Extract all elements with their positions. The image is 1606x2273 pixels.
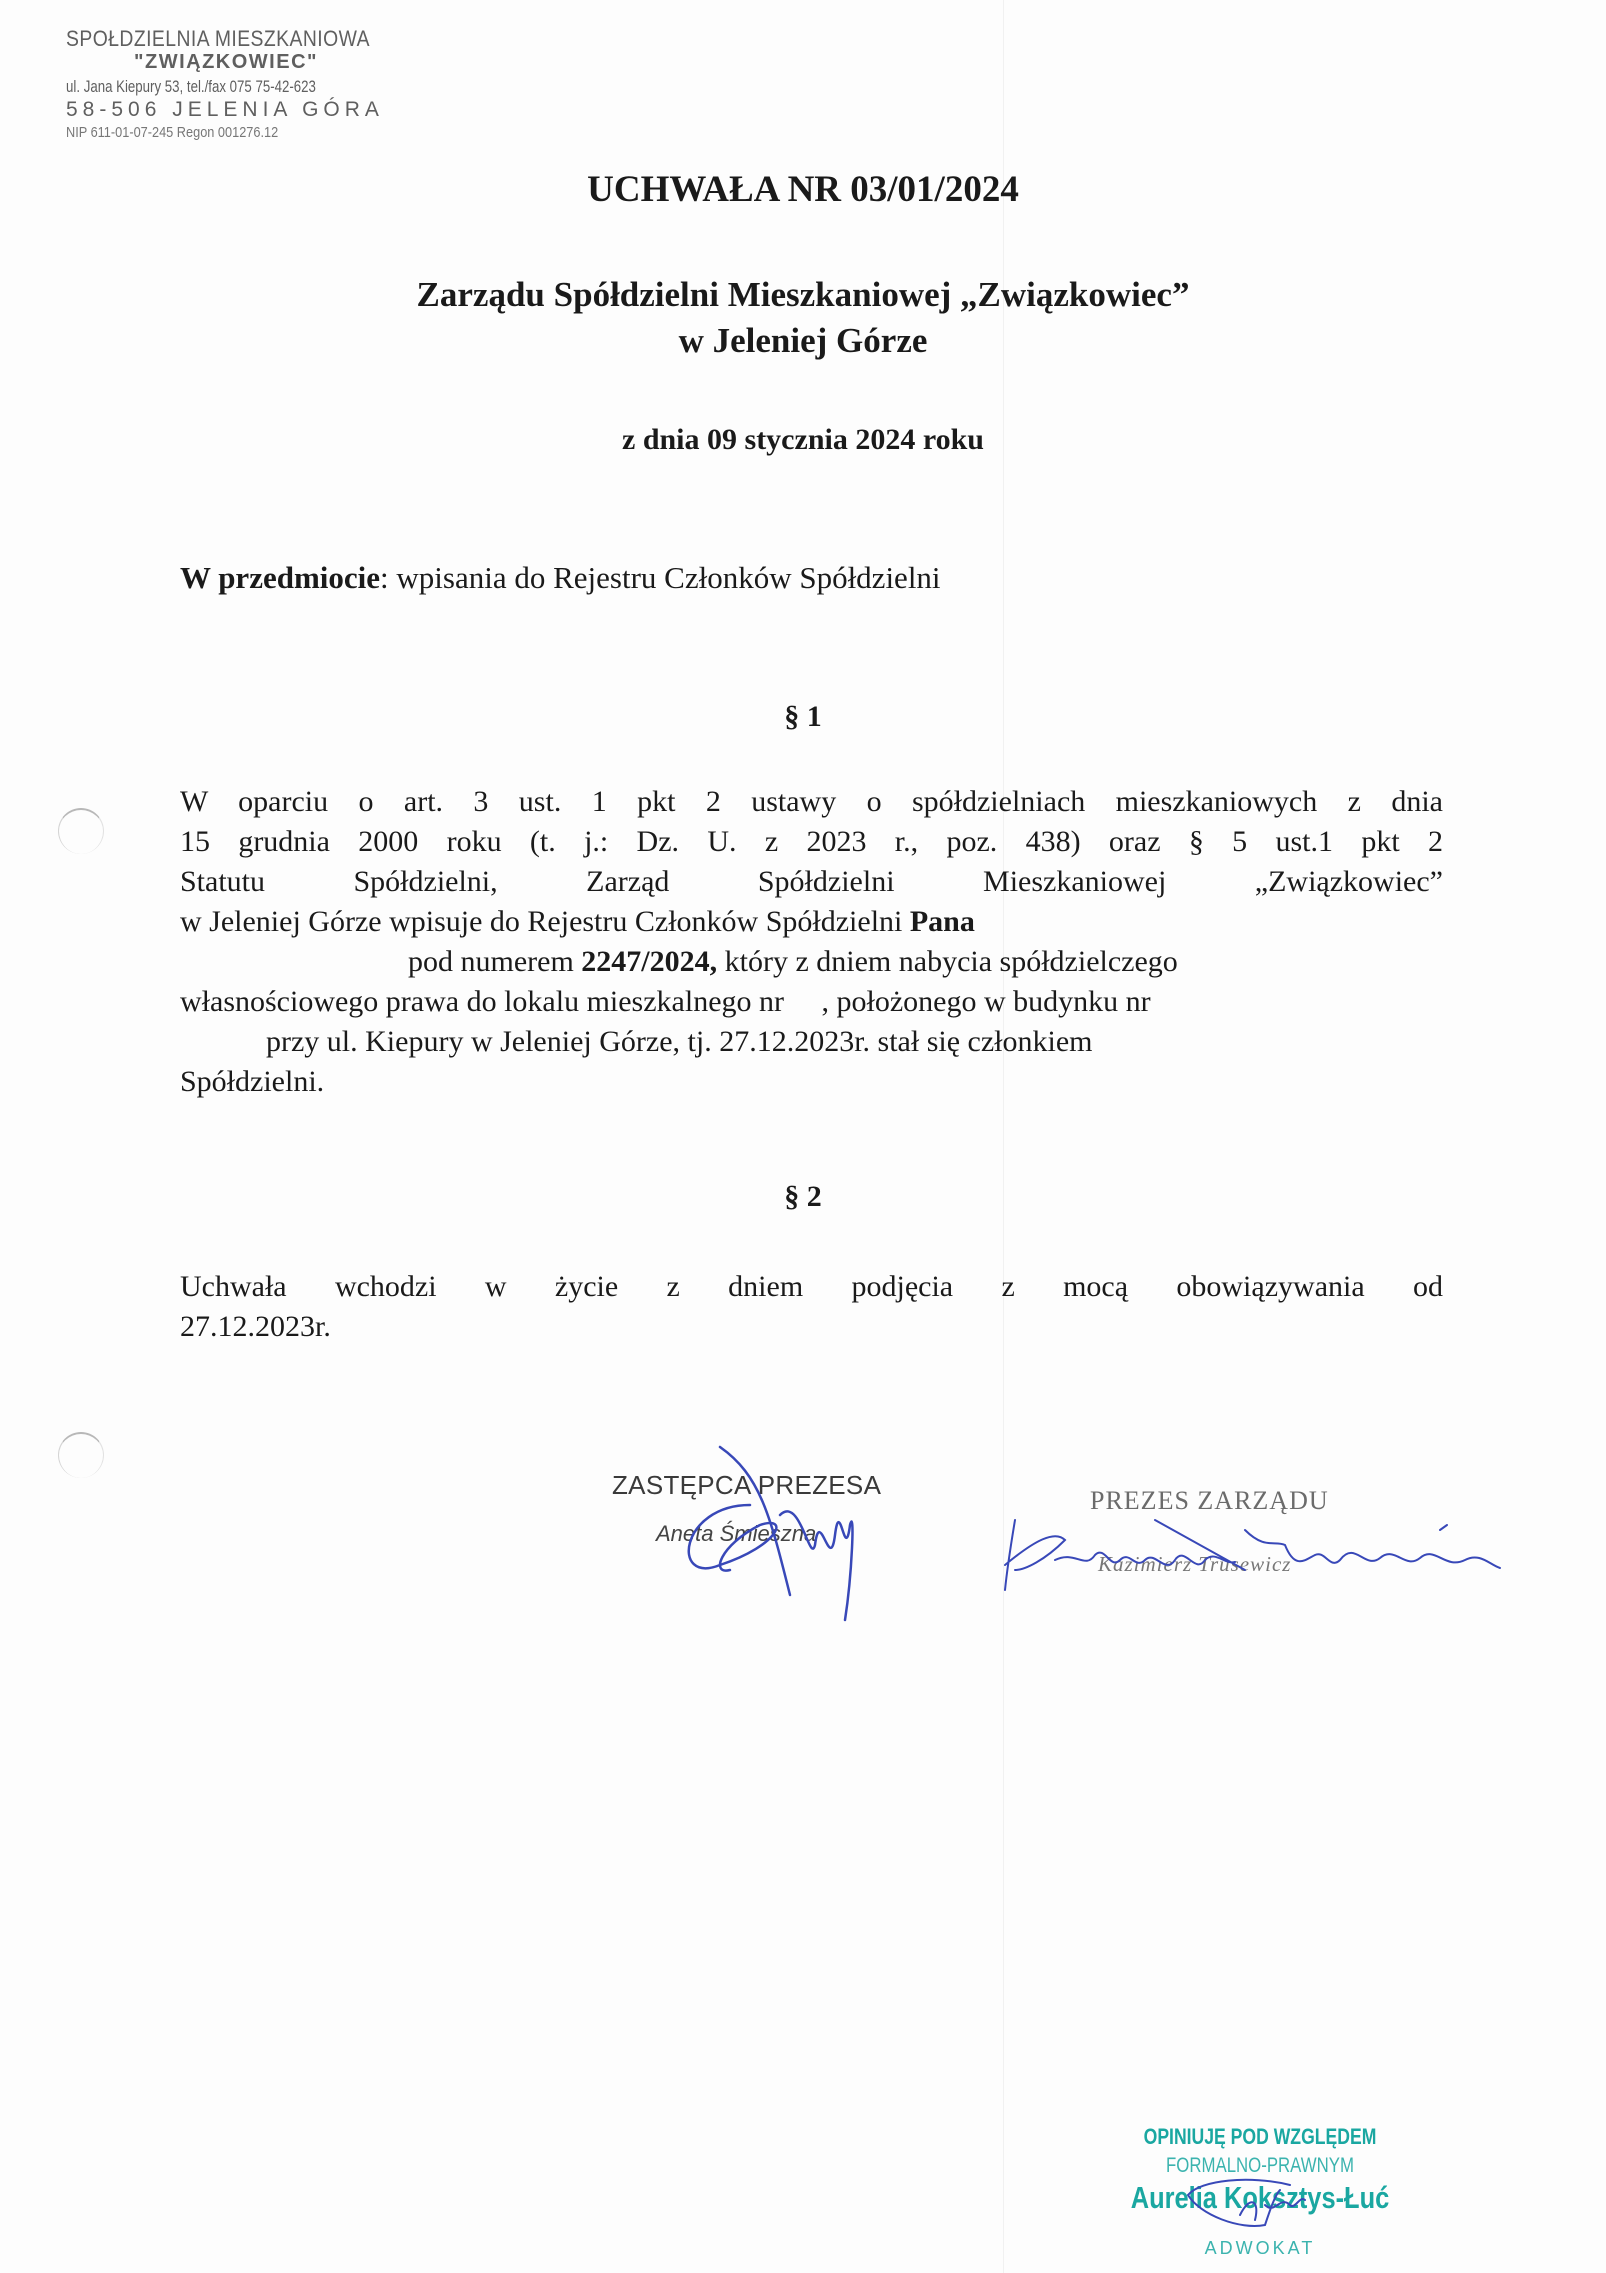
section-2-mark: § 2: [784, 1180, 822, 1213]
section-2-line: 27.12.2023r.: [180, 1310, 331, 1343]
section-1-line: Spółdzielni.: [180, 1065, 325, 1098]
stamp-lawyer-title: ADWOKAT: [1204, 2238, 1316, 2258]
section-1-line: Statutu Spółdzielni, Zarząd Spółdzielni Mieszkaniowej „Związkowiec”: [180, 865, 1443, 898]
member-number: 2247/2024,: [581, 945, 718, 978]
section-1-line: W oparciu o art. 3 ust. 1 pkt 2 ustawy o spółdzielniach mieszkaniowych z dnia: [180, 785, 1443, 818]
punch-hole-mark: [58, 1432, 104, 1478]
section-1-mark: § 1: [784, 700, 822, 733]
resolution-date: z dnia 09 stycznia 2024 roku: [622, 423, 984, 456]
issuer-line-2: w Jeleniej Górze: [678, 321, 928, 360]
signatory-name: Aneta Śmieszna: [656, 1521, 817, 1546]
section-1-line: własnościowego prawa do lokalu mieszkalnego nr , położonego w budynku nr: [180, 985, 1151, 1018]
punch-hole-mark: [58, 808, 104, 854]
section-1-line-text: który z dniem nabycia spółdzielczego: [717, 945, 1178, 978]
section-1-line: [180, 902, 1443, 942]
signatory-name: Kazimierz Trusewicz: [1098, 1552, 1292, 1576]
section-2-line: Uchwała wchodzi w życie z dniem podjęcia z mocą obowiązywania od: [180, 1270, 1443, 1303]
legal-review-stamp: [1100, 2124, 1420, 2259]
subject-label: W przedmiocie: [180, 560, 381, 595]
issuer-line-1: Zarządu Spółdzielni Mieszkaniowej „Związkowiec”: [416, 275, 1190, 314]
signature-block-president: [1090, 1486, 1470, 1577]
stamp-address: ul. Jana Kiepury 53, tel./fax 075 75-42-623: [66, 77, 316, 96]
stamp-org-short: "ZWIĄZKOWIEC": [134, 51, 318, 73]
stamp-org-name: SPOŁDZIELNIA MIESZKANIOWA: [66, 26, 370, 51]
stamp-city: 58-506 JELENIA GÓRA: [66, 98, 384, 121]
section-1-body: [180, 782, 1443, 1102]
section-1-line-text: pod numerem: [408, 945, 582, 978]
signature-block-vice-president: [612, 1470, 932, 1547]
signatory-role: ZASTĘPCA PREZESA: [612, 1470, 882, 1500]
section-1-line: [180, 942, 1443, 982]
stamp-tax-ids: NIP 611-01-07-245 Regon 001276.12: [66, 124, 279, 141]
subject-text: : wpisania do Rejestru Członków Spółdzielni: [380, 560, 941, 595]
signatory-role: PREZES ZARZĄDU: [1090, 1486, 1329, 1515]
resolution-subject: [180, 560, 941, 596]
cooperative-stamp: [66, 28, 416, 140]
section-1-line: przy ul. Kiepury w Jeleniej Górze, tj. 27.12.2023r. stał się członkiem: [266, 1025, 1093, 1058]
resolution-title: UCHWAŁA NR 03/01/2024: [587, 169, 1019, 210]
stamp-review-line: FORMALNO-PRAWNYM: [1166, 2154, 1354, 2177]
section-1-line-text: w Jeleniej Górze wpisuje do Rejestru Członków Spółdzielni: [180, 905, 903, 938]
stamp-review-line: OPINIUJĘ POD WZGLĘDEM: [1143, 2124, 1377, 2149]
stamp-lawyer-name: Aurelia Koksztys-Łuć: [1130, 2180, 1390, 2215]
section-1-line: 15 grudnia 2000 roku (t. j.: Dz. U. z 2023 r., poz. 438) oraz § 5 ust.1 pkt 2: [180, 825, 1443, 858]
section-2-body: [180, 1267, 1443, 1347]
resolution-issuer: [0, 272, 1606, 364]
member-salutation: Pana: [909, 905, 975, 938]
